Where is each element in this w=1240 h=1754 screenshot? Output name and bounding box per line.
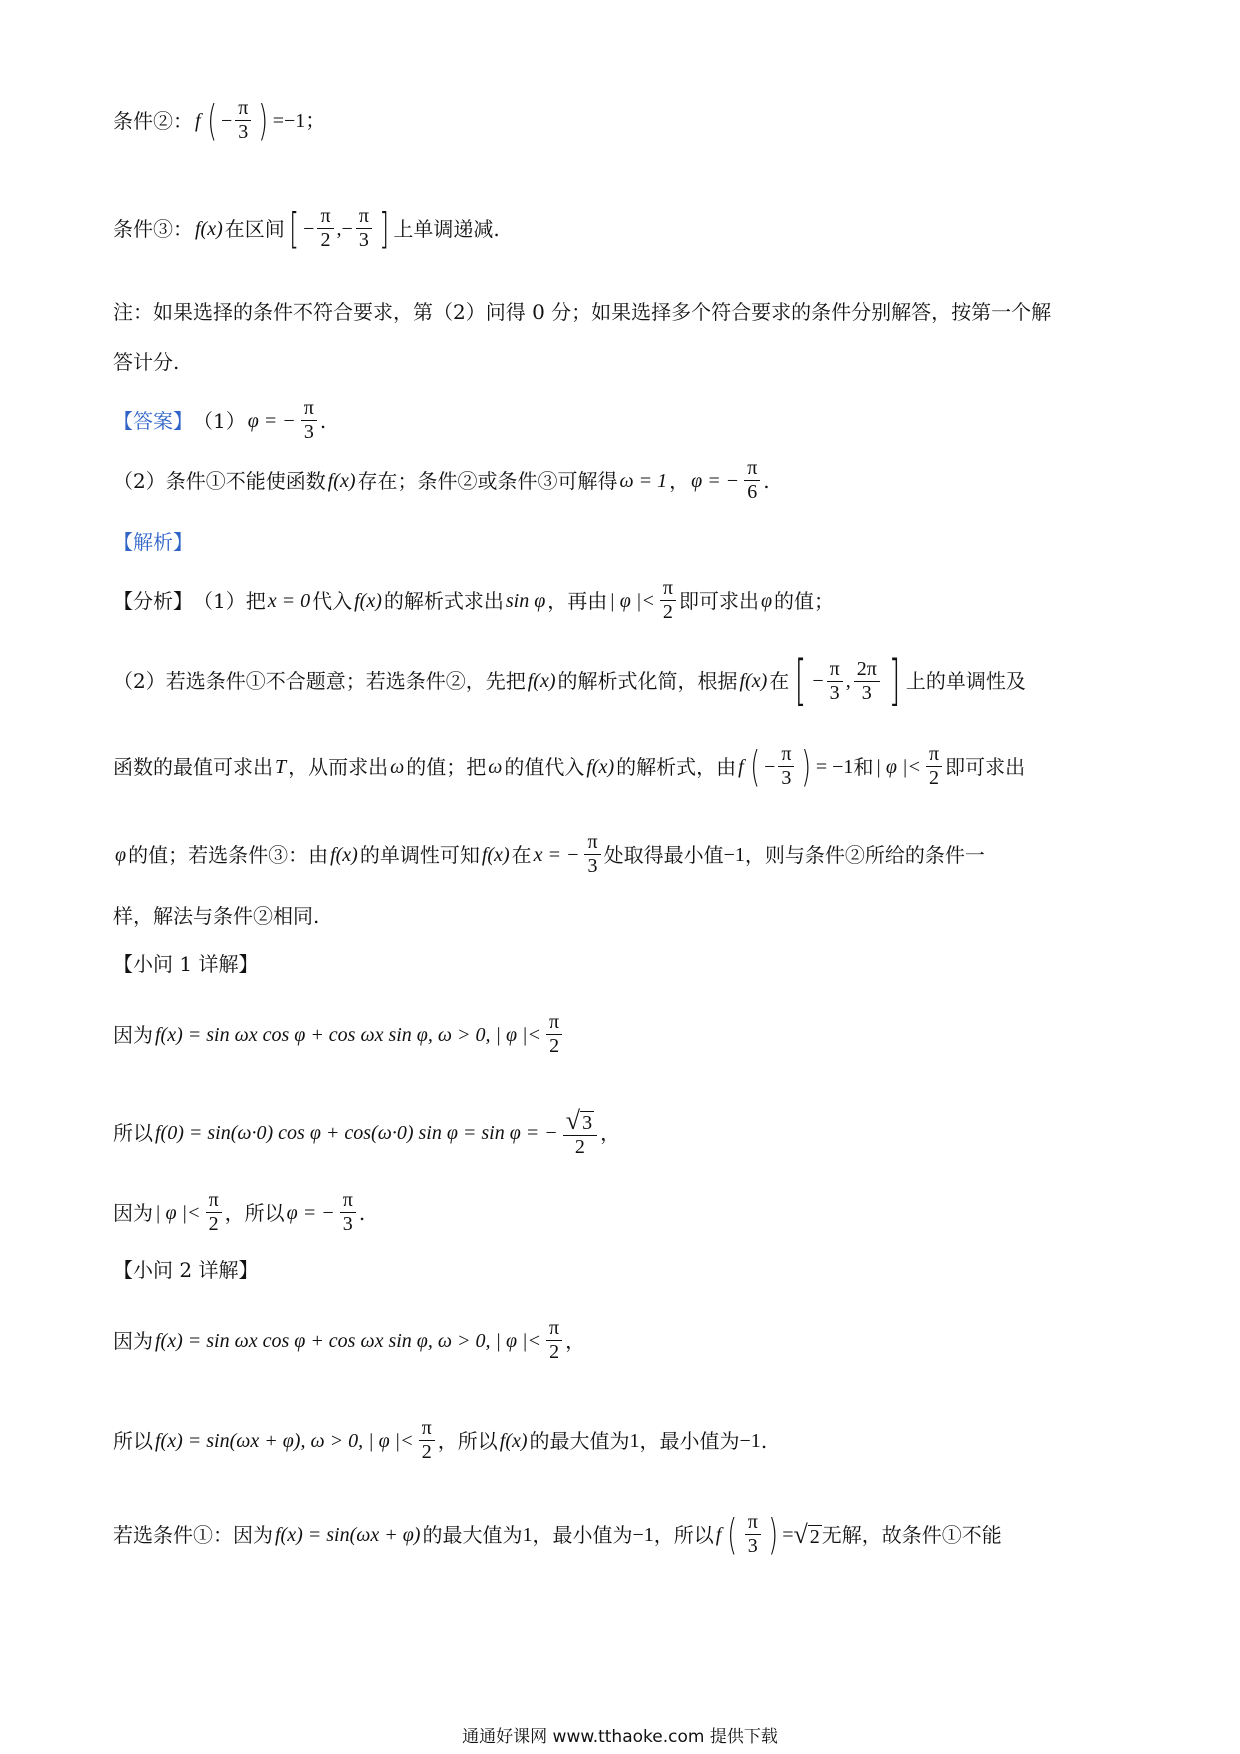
left-bracket: [ [289,203,299,253]
sub1-line-2: 所以 f(0) = sin(ω·0) cos φ + cos(ω·0) sin φ = sin φ = − √ 3 2 ， [113,1106,621,1158]
left-paren: ( [206,95,217,145]
note-line-2: 答计分. [113,350,180,374]
sub1-line-3: 因为 | φ |< $\frac{\pi}{2}$ ，所以 φ = − $\frac{\pi}{3}$ . [113,1189,366,1235]
fraction-pi-over-3: $\frac{\pi}{3}$ [356,206,372,251]
fraction-pi-over-2: $\frac{\pi}{2}$ [419,1418,435,1463]
answer-tag: 【答案】 [113,408,193,433]
fraction-pi-over-2: $\frac{\pi}{2}$ [546,1318,562,1363]
analysis-line-3: 函数的最值可求出 T ，从而求出 ω 的值；把 ω 的值代入 f(x) 的解析式，由 f ( − $\frac{\pi}{3}$ ) = −1 和 | φ |< $\frac{\pi}{2}$ 即可求出 [113,741,1026,791]
fraction-pi-over-2: $\frac{\pi}{2}$ [317,206,333,251]
footer-watermark: 通通好课网 www.tthaoke.com 提供下载 [462,1727,778,1747]
sub2-line-2: 所以 f(x) = sin(ωx + φ), ω > 0, | φ |< $\frac{\pi}{2}$ ，所以 f(x) 的最大值为 1 ，最小值为 −1 . [113,1417,768,1463]
left-bracket: [ [795,649,807,712]
right-bracket: ] [379,203,390,253]
fraction-2pi-over-3: $\frac{2\pi}{3}$ [854,659,880,704]
left-paren: ( [727,1509,738,1559]
fraction-pi-over-3: $\frac{\pi}{3}$ [340,1190,356,1235]
condition-3: 条件③： f(x) 在区间 [ − $\frac{\pi}{2}$ , − $\frac{\pi}{3}$ ] 上单调递减. [113,203,500,253]
sub1-heading: 【小问 1 详解】 [113,952,259,976]
fraction-pi-over-3: $\frac{\pi}{3}$ [584,832,600,877]
fraction-pi-over-3: $\frac{\pi}{3}$ [235,98,251,143]
analysis-line-4: φ 的值；若选条件③：由 f(x) 的单调性可知 f(x) 在 x = − $\frac{\pi}{3}$ 处取得最小值 −1 ，则与条件②所给的条件一 [115,831,985,877]
right-bracket: ] [888,649,901,712]
analysis-line-5: 样，解法与条件②相同. [113,904,320,928]
fraction-pi-over-3: $\frac{\pi}{3}$ [745,1512,761,1557]
fraction-pi-over-2: $\frac{\pi}{2}$ [660,578,676,623]
jiexi-heading: 【解析】 [113,530,193,554]
sub2-line-1: 因为 f(x) = sin ωx cos φ + cos ωx sin φ, ω > 0, | φ |< $\frac{\pi}{2}$ ， [113,1317,586,1363]
fraction-sqrt3-over-2: √ 3 2 [563,1108,597,1158]
fraction-pi-over-2: $\frac{\pi}{2}$ [546,1012,562,1057]
fraction-pi-over-3: $\frac{\pi}{3}$ [778,744,794,789]
answer-part-1: 【答案】 （1） φ = − $\frac{\pi}{3}$ . [113,397,327,443]
analysis-line-1: 【分析】 （1）把 x = 0 代入 f(x) 的解析式求出 sin φ ，再由 | φ |< $\frac{\pi}{2}$ 即可求出 φ 的值； [113,577,835,623]
sub2-line-3: 若选条件①：因为 f(x) = sin(ωx + φ) 的最大值为 1 ，最小值为 −1 ，所以 f ( $\frac{\pi}{3}$ ) = √ 2 无解，故条件①不能 [113,1509,1002,1559]
fraction-pi-over-2: $\frac{\pi}{2}$ [206,1190,222,1235]
condition-2: 条件②： f ( − $\frac{\pi}{3}$ ) =−1； [113,95,326,145]
right-paren: ) [768,1509,778,1559]
note-line-1: 注：如果选择的条件不符合要求，第（2）问得 0 分；如果选择多个符合要求的条件分别解答，按第一个解 [113,300,1052,324]
sub1-line-1: 因为 f(x) = sin ωx cos φ + cos ωx sin φ, ω > 0, | φ |< $\frac{\pi}{2}$ [113,1012,1140,1057]
analysis-line-2: （2）若选条件①不合题意；若选条件②，先把 f(x) 的解析式化简，根据 f(x) 在 [ − $\frac{\pi}{3}$ , $\frac{2\pi}{3}$ ] 上的单调性及 [113,649,1026,712]
fraction-pi-over-3: $\frac{\pi}{3}$ [301,398,317,443]
fraction-pi-over-3: $\frac{\pi}{3}$ [827,659,843,704]
sqrt-symbol: √ 3 [565,1106,593,1135]
sqrt-symbol: √ 2 [793,1519,820,1549]
fraction-pi-over-2: $\frac{\pi}{2}$ [926,744,942,789]
answer-part-2: （2）条件①不能使函数 f(x) 存在；条件②或条件③可解得 ω = 1 ， φ = − $\frac{\pi}{6}$ . [113,457,770,503]
right-paren: ) [801,741,812,791]
left-paren: ( [749,741,760,791]
sub2-heading: 【小问 2 详解】 [113,1258,259,1282]
right-paren: ) [258,95,269,145]
fraction-pi-over-6: $\frac{\pi}{6}$ [744,458,760,503]
